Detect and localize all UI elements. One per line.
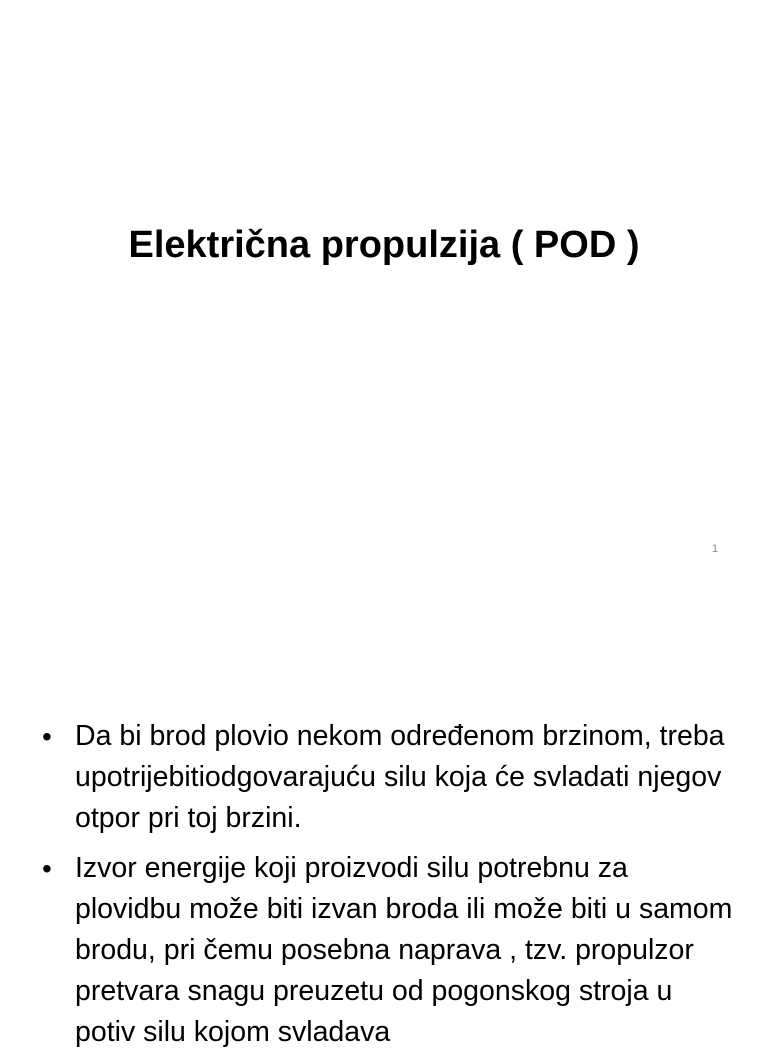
- page-number: 1: [712, 543, 719, 555]
- bullet-icon: •: [42, 853, 52, 884]
- bullet-list: [40, 716, 740, 1062]
- slide-title: Električna propulzija ( POD ): [128, 224, 640, 266]
- bullet-icon: •: [42, 721, 52, 752]
- bullet-item: [40, 848, 740, 1053]
- bullet-text: Izvor energije koji proizvodi silu potrebnu za plovidbu može biti izvan broda ili može biti u samom brodu, pri čemu posebna naprava , tzv. propulzor pretvara snagu preuzetu od pogonskog stroja u potiv silu kojom svladava: [75, 852, 733, 1048]
- bullet-item: [40, 716, 740, 839]
- bullet-text: Da bi brod plovio nekom određenom brzinom, treba upotrijebitiodgovarajuću silu koja će svladati njegov otpor pri toj brzini.: [75, 720, 725, 834]
